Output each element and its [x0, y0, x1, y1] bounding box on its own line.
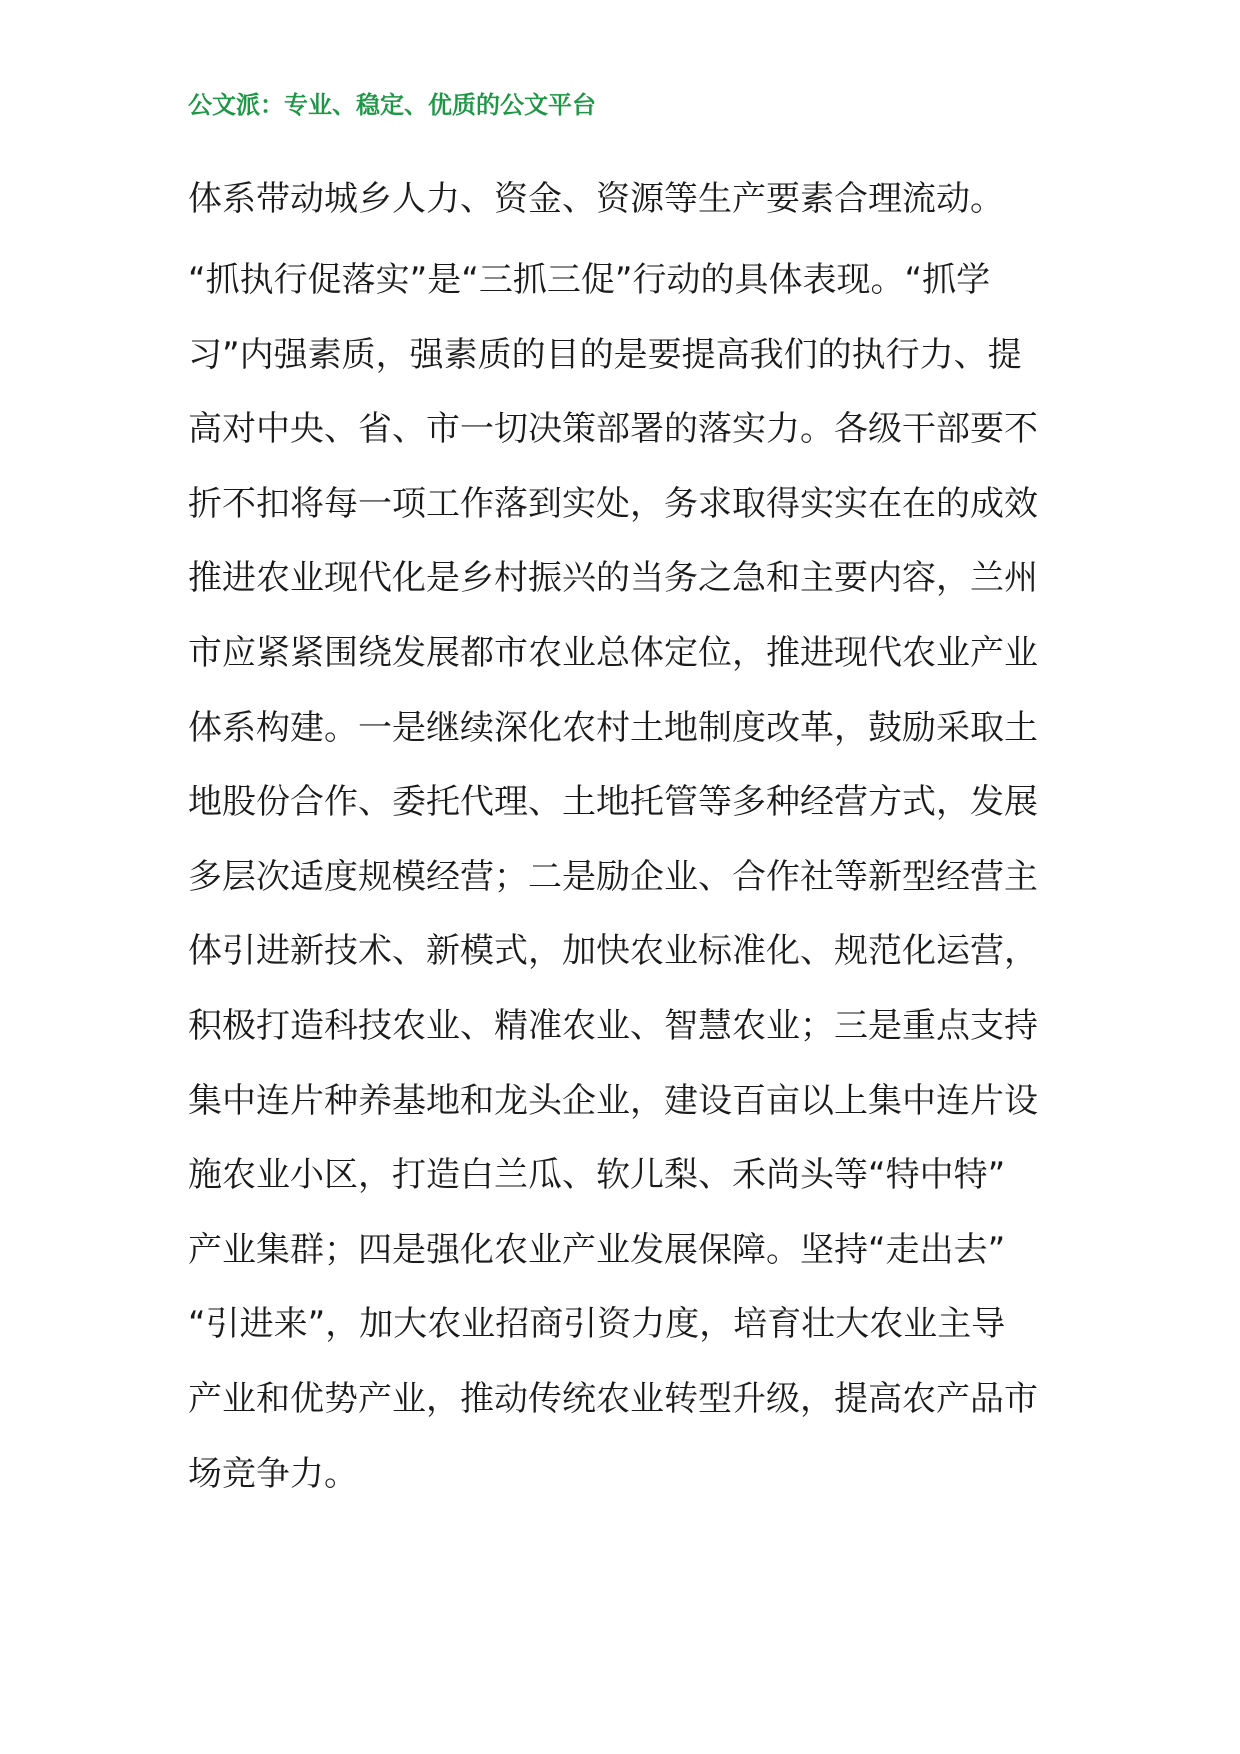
text-line: 体系带动城乡人力、资金、资源等生产要素合理流动。 [188, 179, 1004, 219]
text-line: 推进农业现代化是乡村振兴的当务之急和主要内容，兰州 [188, 558, 1038, 599]
site-header-slogan: 公文派：专业、稳定、优质的公文平台 [188, 91, 596, 119]
text-line: 地股份合作、委托代理、土地托管等多种经营方式，发展 [188, 782, 1038, 823]
text-line: 施农业小区，打造白兰瓜、软儿梨、禾尚头等“特中特” [188, 1155, 1006, 1196]
text-line: “引进来”，加大农业招商引资力度，培育壮大农业主导 [188, 1304, 1006, 1345]
text-line: 场竞争力。 [188, 1453, 358, 1494]
text-line: 产业集群；四是强化农业产业发展保障。坚持“走出去” [188, 1229, 1006, 1270]
text-line: 多层次适度规模经营；二是励企业、合作社等新型经营主 [188, 856, 1038, 897]
text-line: 习”内强素质，强素质的目的是要提高我们的执行力、提 [188, 334, 1022, 375]
text-line: 折不扣将每一项工作落到实处，务求取得实实在在的成效 [188, 483, 1038, 524]
body-text [188, 165, 1058, 1511]
text-line: 市应紧紧围绕发展都市农业总体定位，推进现代农业产业 [188, 632, 1038, 673]
text-line: 高对中央、省、市一切决策部署的落实力。各级干部要不 [188, 409, 1038, 450]
text-line: 体引进新技术、新模式，加快农业标准化、规范化运营， [188, 931, 1038, 972]
text-line: 集中连片种养基地和龙头企业，建设百亩以上集中连片设 [188, 1080, 1038, 1121]
text-line: 积极打造科技农业、精准农业、智慧农业；三是重点支持 [188, 1005, 1038, 1046]
text-line: 产业和优势产业，推动传统农业转型升级，提高农产品市 [188, 1378, 1038, 1419]
text-line: 体系构建。一是继续深化农村土地制度改革，鼓励采取土 [188, 707, 1038, 748]
text-line: “抓执行促落实”是“三抓三促”行动的具体表现。“抓学 [188, 260, 991, 300]
